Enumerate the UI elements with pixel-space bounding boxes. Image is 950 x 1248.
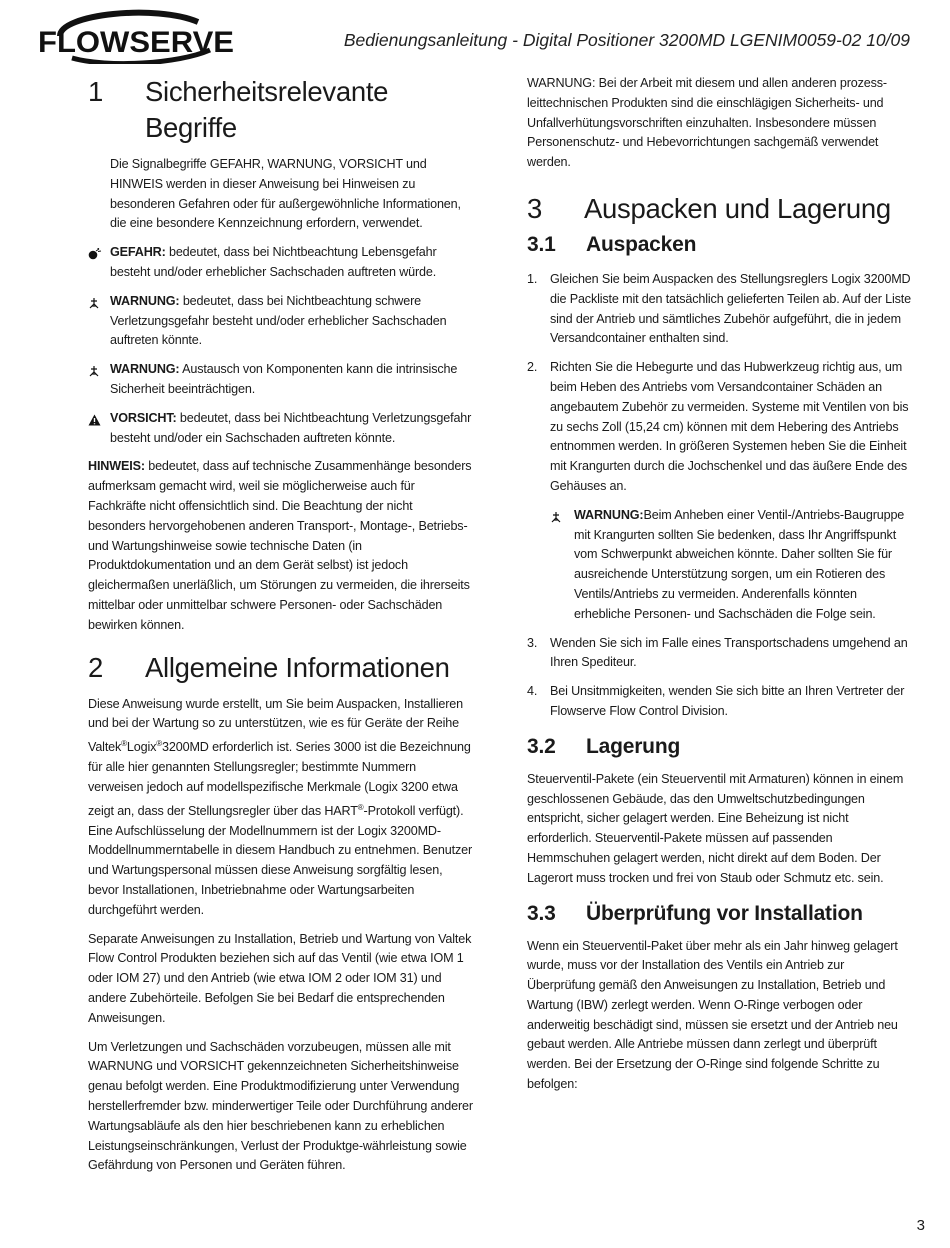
page-number: 3 — [916, 1217, 925, 1234]
registered-mark: ® — [156, 739, 163, 749]
section3-title: Auspacken und Lagerung — [584, 192, 891, 224]
warning-hand-icon — [550, 506, 574, 625]
logo-text: FLOWSERVE — [38, 26, 234, 59]
vorsicht-note — [88, 409, 473, 449]
section3-2-heading — [527, 733, 912, 761]
warning-hand-icon — [88, 292, 110, 351]
section2-paragraph-2: Separate Anweisungen zu Installation, Betrieb und Wartung von Valtek Flow Control Produkten beziehen sich auf das Ventil (wie etwa IOM 1 oder IOM 27) und den Antrieb (wie etwa IOM 2 oder IOM 31) und andere Zubehörteile. Befolgen Sie bei Bedarf die entsprechenden Anweisungen. — [88, 931, 472, 1025]
section3-1-title: Auspacken — [586, 232, 697, 256]
gefahr-note — [88, 243, 473, 283]
right-column — [527, 74, 912, 1095]
section3-3-title: Überprüfung vor Installation — [586, 901, 863, 925]
section3-3-heading — [527, 900, 912, 928]
section2-number: 2 — [88, 651, 103, 683]
section3-1-number: 3.1 — [527, 232, 556, 256]
general-warning-paragraph: WARNUNG: Bei der Arbeit mit diesem und allen anderen prozess-leittechnischen Produkten sind die einschlägigen Sicherheits- und Unfallverhütungsvorschriften einzuhalten. Insbesondere müssen Personenschutz- und Hebevorrichtungen sachgemäß verwendet werden. — [527, 76, 887, 170]
document-header-title: Bedienungsanleitung - Digital Positioner 3200MD LGENIM0059-02 10/09 — [343, 30, 910, 50]
section1-number: 1 — [88, 76, 103, 107]
unpacking-steps-continued — [527, 634, 912, 722]
section3-1-heading — [527, 231, 912, 259]
section1-intro: Die Signalbegriffe GEFAHR, WARNUNG, VORSICHT und HINWEIS werden in dieser Anweisung bei Hinweisen zu besonderen Gefahren oder für außergewöhnliche Informationen, die eine besondere Kennzeichnung erfordern, verwendet. — [110, 157, 461, 231]
warnung-note-1 — [88, 292, 473, 351]
inspection-paragraph: Wenn ein Steuerventil-Paket über mehr als ein Jahr hinweg gelagert wurde, muss vor der Installation des Ventils ein Antrieb zur Überprüfung gemäß den Anweisungen zu Installation, Betrieb und Wartung (IBW) zerlegt werden. Wenn O-Ringe verbogen oder anderweitig beschädigt sind, müssen sie ersetzt und der Antrieb neu gebaut werden. Alle Antriebe müssen dann zerlegt und überprüft werden. Bei der Ersetzung der O-Ringe sind folgende Schritte zu befolgen: — [527, 938, 898, 1092]
section2-heading — [88, 650, 473, 686]
list-item: 3. Wenden Sie sich im Falle eines Transportschadens umgehend an Ihren Spediteur. — [527, 635, 908, 670]
warnung1-text: bedeutet, dass bei Nichtbeachtung schwere Verletzungsgefahr besteht und/oder erheblicher Sachschaden auftreten könnte. — [110, 293, 447, 348]
section3-2-number: 3.2 — [527, 734, 556, 758]
caution-triangle-icon — [88, 409, 110, 449]
left-column — [88, 74, 473, 1176]
lifting-warning-label: WARNUNG: — [574, 507, 644, 522]
section3-number: 3 — [527, 192, 542, 224]
section1-heading — [88, 74, 473, 146]
lifting-warning-text: Beim Anheben einer Ventil-/Antriebs-Baugruppe mit Krangurten sollten Sie bedenken, dass Ihr Angriffspunkt vom Schwerpunkt abweichen könnte. Daher sollten Sie für ausreichende Unterstützung sorgen, um ein Rotieren des Ventils/Antriebs zu vermeiden. Anderenfalls könnten erhebliche Personen- und Sachschäden die Folge sein. — [574, 507, 905, 621]
lifting-warning — [527, 506, 912, 625]
warnung2-label: WARNUNG: — [110, 362, 180, 377]
warnung1-label: WARNUNG: — [110, 293, 180, 308]
list-item: 2. Richten Sie die Hebegurte und das Hubwerkzeug richtig aus, um beim Heben des Antriebs vom Versandcontainer Schäden an angebautem Zubehör zu vermeiden. Systeme mit Ventilen von bis zu sechs Zoll (15,24 cm) können mit dem Hebering des Antriebs entnommen werden. In größeren Systemen heben Sie die Einheit mit Krangurten durch die Jochschenkel und das äußere Ende des Gehäuses an. — [527, 360, 909, 493]
hinweis-text: bedeutet, dass auf technische Zusammenhänge besonders aufmerksam gemacht wird, weil sie möglicherweise auch für Fachkräfte nicht offensichtlich sind. Die Beachtung der nicht besonders hervorgehobenen anderen Transport-, Montage-, Betriebs- und Wartungshinweise sowie technische Daten (in Produktdokumentation und an dem Gerät selbst) ist jedoch gleichermaßen unerläßlich, um Störungen zu vermeiden, die ihrerseits mittelbar oder unmittelbar schwere Personen- oder Sachschäden bewirken können. — [88, 459, 472, 632]
logo-graphic — [38, 6, 238, 64]
section2-title: Allgemeine Informationen — [145, 651, 450, 683]
section3-3-number: 3.3 — [527, 901, 556, 925]
list-item: 1. Gleichen Sie beim Auspacken des Stellungsreglers Logix 3200MD die Packliste mit den tatsächlich gelieferten Teilen ab. Auf der Liste sind der Antrieb und sämtliches Zubehör aufgeführt, die in jedem Versandcontainer enthalten sind. — [527, 271, 911, 346]
vorsicht-text: bedeutet, dass bei Nichtbeachtung Verletzungsgefahr besteht und/oder ein Sachschaden auftreten könnte. — [110, 410, 472, 445]
registered-mark: ® — [357, 802, 364, 812]
storage-paragraph: Steuerventil-Pakete (ein Steuerventil mit Armaturen) können in einem geschlossenen Gebäude, das den Umweltschutzbedingungen entspricht, sicher gelagert werden. Eine Beheizung ist nicht erforderlich. Steuerventil-Pakete müssen auf passenden Hemmschuhen gelagert werden, nicht direkt auf dem Boden. Der Lagerort muss trocken und frei von Staub oder Schmutz etc. sein. — [527, 771, 904, 885]
hinweis-paragraph — [88, 457, 473, 635]
registered-mark: ® — [121, 739, 127, 749]
section3-heading — [527, 191, 912, 227]
flowserve-logo — [38, 6, 238, 64]
section2-paragraph-3: Um Verletzungen und Sachschäden vorzubeugen, müssen alle mit WARNUNG und VORSICHT gekennzeichneten Sicherheitshinweise genau befolgt werden. Eine Produktmodifizierung unter Verwendung herstellerfremder bzw. minderwertiger Teile oder Durchführung anderer Wartungsabläufe als den hier beschriebenen kann zu erheblichen Leistungseinschränkungen, Verlust der Produktge-währleistung sowie Gefährdung von Personen und Geräten führen. — [88, 1039, 473, 1173]
warnung2-text: Austausch von Komponenten kann die intrinsische Sicherheit beeinträchtigen. — [110, 362, 458, 396]
hinweis-label: HINWEIS: — [88, 459, 145, 474]
section2-paragraph-1: Diese Anweisung wurde erstellt, um Sie beim Auspacken, Installieren und bei der Wartung so zu unterstützen, wie es für Geräte der Reihe Valtek®Logix®3200MD erforderlich ist. Series 3000 ist die Bezeichnung für alle hier genannten Stellungsregler; bestimmte Nummern verweisen jedoch auf modellspezifische Merkmale (Logix 3200 etwa zeigt an, dass der Stellungsregler über das HART®-Protokoll verfügt). Eine Aufschlüsselung der Modellnummern ist der Logix 3200MD-Moddellnummerntabelle in diesem Handbuch zu entnehmen. Benutzer und Wartungspersonal müssen diese Anweisung sorgfältig lesen, bevor Installationen, Inbetriebnahme oder Wartungsarbeiten durchgeführt werden. — [88, 696, 472, 917]
warnung-note-2 — [88, 360, 473, 400]
unpacking-steps — [527, 270, 912, 497]
section3-2-title: Lagerung — [586, 734, 681, 758]
section1-title: Sicherheitsrelevante Begriffe — [145, 76, 389, 143]
vorsicht-label: VORSICHT: — [110, 410, 177, 425]
list-item: 4. Bei Unsitmmigkeiten, wenden Sie sich bitte an Ihren Vertreter der Flowserve Flow Control Division. — [527, 684, 905, 718]
gefahr-label: GEFAHR: — [110, 245, 166, 260]
warning-hand-icon — [88, 360, 110, 400]
danger-bomb-icon — [88, 243, 110, 283]
gefahr-text: bedeutet, dass bei Nichtbeachtung Lebensgefahr besteht und/oder erheblicher Sachschaden auftreten würde. — [110, 245, 437, 279]
